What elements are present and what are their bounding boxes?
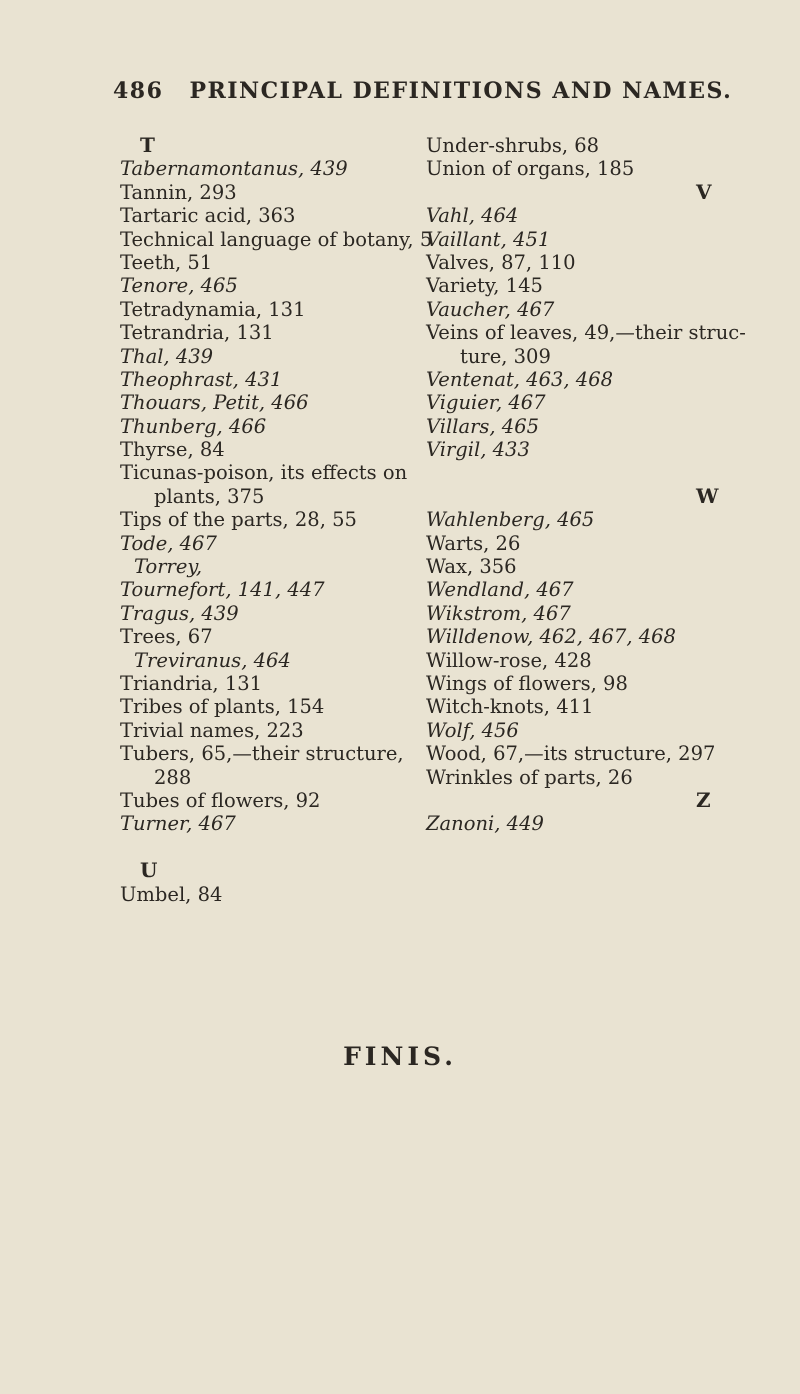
index-entry: Variety, 145 (426, 274, 543, 298)
page-header (113, 78, 753, 104)
index-entry: Wikstrom, 467 (426, 601, 571, 625)
index-entry: Vaillant, 451 (426, 227, 551, 251)
index-entry: Vahl, 464 (426, 204, 519, 228)
index-entry: Wood, 67,—its structure, 297 (426, 742, 716, 766)
index-entry: Tode, 467 (120, 531, 217, 555)
index-entry: Technical language of botany, 5 (120, 227, 433, 251)
index-entry: Zanoni, 449 (426, 812, 544, 836)
index-entry: Wendland, 467 (426, 578, 574, 602)
index-column-left (120, 134, 460, 906)
index-entry: Villars, 465 (426, 414, 540, 438)
section-letter: U (140, 858, 158, 883)
index-entry: Thunberg, 466 (120, 414, 267, 438)
index-entry: Theophrast, 431 (120, 367, 283, 391)
index-entry: Thyrse, 84 (120, 438, 225, 462)
index-entry: Tragus, 439 (120, 601, 239, 625)
index-entry: Tenore, 465 (120, 274, 238, 298)
index-entry: Virgil, 433 (426, 438, 530, 462)
index-entry: Teeth, 51 (120, 250, 213, 274)
page-number: 486 (113, 78, 164, 104)
index-entry: Wings of flowers, 98 (426, 671, 628, 695)
index-entry: Thal, 439 (120, 344, 214, 368)
index-entry: Wolf, 456 (426, 718, 519, 742)
index-entry: Willdenow, 462, 467, 468 (426, 625, 676, 649)
index-entry: Umbel, 84 (120, 882, 223, 906)
index-entry: Ticunas-poison, its effects on (120, 461, 408, 485)
index-entry: Treviranus, 464 (134, 648, 291, 672)
index-entry: Valves, 87, 110 (426, 250, 576, 274)
index-entry: Union of organs, 185 (426, 157, 635, 181)
index-entry: ture, 309 (460, 344, 551, 368)
index-entry: Tubers, 65,—their structure, (120, 742, 404, 766)
index-entry: plants, 375 (154, 484, 265, 508)
index-entry: Ventenat, 463, 468 (426, 367, 614, 391)
index-entry: Trees, 67 (120, 625, 213, 649)
index-entry: Wahlenberg, 465 (426, 508, 595, 532)
index-entry: Tannin, 293 (120, 180, 237, 204)
index-entry: Wrinkles of parts, 26 (426, 765, 633, 789)
index-entry: Wax, 356 (426, 555, 517, 579)
index-entry: Tartaric acid, 363 (120, 204, 296, 228)
index-entry: Willow-rose, 428 (426, 648, 592, 672)
spacer (426, 461, 796, 484)
index-entry: Tournefort, 141, 447 (120, 578, 325, 602)
index-entry: Under-shrubs, 68 (426, 134, 600, 157)
index-entry: Triandria, 131 (120, 671, 263, 695)
section-letter: W (696, 483, 719, 508)
index-entry: Vaucher, 467 (426, 297, 555, 321)
index-entry: Turner, 467 (120, 812, 236, 836)
index-entry: Warts, 26 (426, 531, 521, 555)
index-entry: Tips of the parts, 28, 55 (120, 508, 357, 532)
section-letter: Z (696, 787, 711, 812)
index-entry: Tribes of plants, 154 (120, 695, 325, 719)
running-title: PRINCIPAL DEFINITIONS AND NAMES. (189, 78, 733, 104)
index-entry: Torrey, (134, 555, 203, 579)
index-entry: Tetrandria, 131 (120, 321, 274, 345)
index-entry: Thouars, Petit, 466 (120, 391, 309, 415)
index-entry: Witch-knots, 411 (426, 695, 594, 719)
index-entry: Tabernamontanus, 439 (120, 157, 348, 181)
index-entry: Trivial names, 223 (120, 718, 304, 742)
spacer (120, 836, 460, 859)
finis-mark: FINIS. (343, 1042, 457, 1071)
index-entry: Tetradynamia, 131 (120, 297, 306, 321)
index-entry: 288 (154, 765, 192, 789)
index-entry: Veins of leaves, 49,—their struc- (426, 321, 746, 345)
index-entry: Viguier, 467 (426, 391, 546, 415)
index-column-right (426, 134, 796, 836)
section-letter: T (140, 133, 155, 157)
index-entry: Tubes of flowers, 92 (120, 788, 321, 812)
section-letter: V (696, 179, 712, 204)
